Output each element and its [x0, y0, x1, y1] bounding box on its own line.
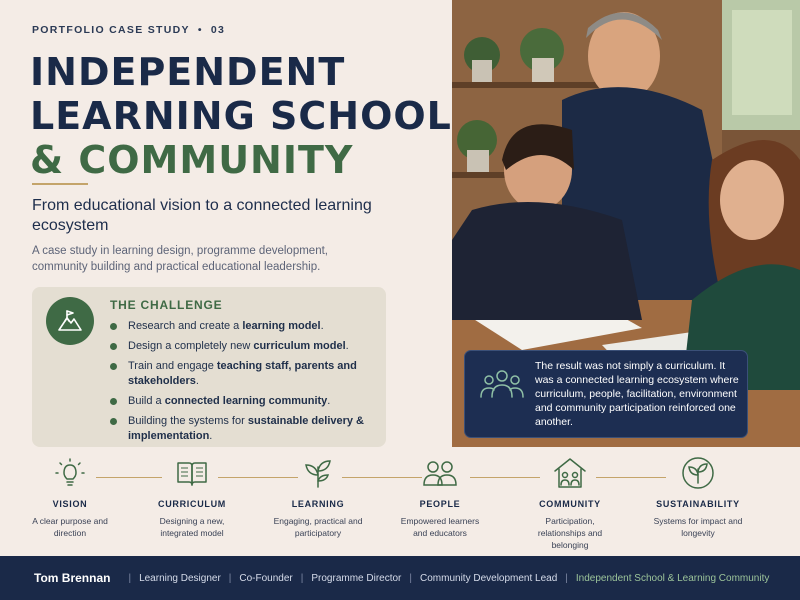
eyebrow-separator: •: [197, 24, 203, 36]
pillar-text: Participation, relationships and belonging: [537, 516, 603, 550]
title-line-1: INDEPENDENT: [30, 50, 346, 94]
description: A case study in learning design, programme development, community building and practical educational leadership.: [32, 245, 328, 273]
lightbulb-icon: [15, 455, 125, 491]
challenge-item: Design a completely new curriculum model.: [110, 339, 372, 354]
pillar-vision: [15, 455, 125, 539]
pillar-text: A clear purpose and direction: [32, 516, 108, 538]
pillar-name: VISION: [52, 499, 88, 509]
result-callout: [464, 350, 748, 438]
title-line-2: LEARNING SCHOOL: [30, 94, 452, 138]
pillar-community: [515, 455, 625, 551]
pillar-people: [385, 455, 495, 539]
pillar-name: SUSTAINABILITY: [656, 499, 740, 509]
footer-highlight: Independent School & Learning Community: [575, 572, 770, 584]
sprout-icon: [263, 455, 373, 491]
footer-role: Co-Founder: [239, 572, 293, 584]
eyebrow: [32, 24, 225, 36]
footer-separator: |: [565, 572, 568, 584]
case-number: 03: [210, 24, 226, 36]
mountain-flag-icon: [46, 297, 94, 345]
title-divider: [32, 183, 88, 185]
challenge-panel: [32, 287, 386, 447]
pillar-text: Empowered learners and educators: [400, 516, 480, 538]
book-icon: [137, 455, 247, 491]
footer-role: Community Development Lead: [420, 572, 558, 584]
footer-separator: |: [128, 572, 132, 584]
pillar-text: Designing a new, integrated model: [159, 516, 225, 538]
footer-separator: |: [409, 572, 412, 584]
pillar-sustainability: [643, 455, 753, 539]
challenge-item: Build a connected learning community.: [110, 394, 372, 409]
subtitle: From educational vision to a connected learning ecosystem: [32, 197, 372, 234]
challenge-item: Building the systems for sustainable delivery & implementation.: [110, 414, 372, 444]
people-group-icon: [479, 367, 525, 408]
pillar-text: Engaging, practical and participatory: [273, 516, 363, 538]
challenge-item: Train and engage teaching staff, parents and stakeholders.: [110, 359, 372, 389]
pillar-curriculum: [137, 455, 247, 539]
pillar-name: CURRICULUM: [158, 499, 226, 509]
footer-role: Programme Director: [311, 572, 402, 584]
people-icon: [385, 455, 495, 491]
pillars-row: [0, 455, 800, 555]
challenge-item: Research and create a learning model.: [110, 319, 372, 334]
pillar-text: Systems for impact and longevity: [653, 516, 743, 538]
challenge-heading: THE CHALLENGE: [110, 298, 223, 312]
leaf-circle-icon: [643, 455, 753, 491]
community-house-icon: [515, 455, 625, 491]
footer-role: Learning Designer: [139, 572, 221, 584]
author-name: Tom Brennan: [34, 571, 111, 585]
pillar-name: LEARNING: [291, 499, 345, 509]
challenge-list: [110, 319, 372, 449]
title-line-3: & COMMUNITY: [30, 138, 354, 182]
footer-separator: |: [228, 572, 232, 584]
pillar-name: COMMUNITY: [539, 499, 601, 509]
footer-separator: |: [300, 572, 304, 584]
footer-bar: [0, 556, 800, 600]
pillar-name: PEOPLE: [419, 499, 461, 509]
callout-text: The result was not simply a curriculum. It was a connected learning ecosystem where curriculum, people, facilitation, environment and community participation reinforced one another.: [535, 360, 739, 428]
eyebrow-label: PORTFOLIO CASE STUDY: [32, 24, 190, 36]
pillar-learning: [263, 455, 373, 539]
page-title: [30, 50, 452, 182]
